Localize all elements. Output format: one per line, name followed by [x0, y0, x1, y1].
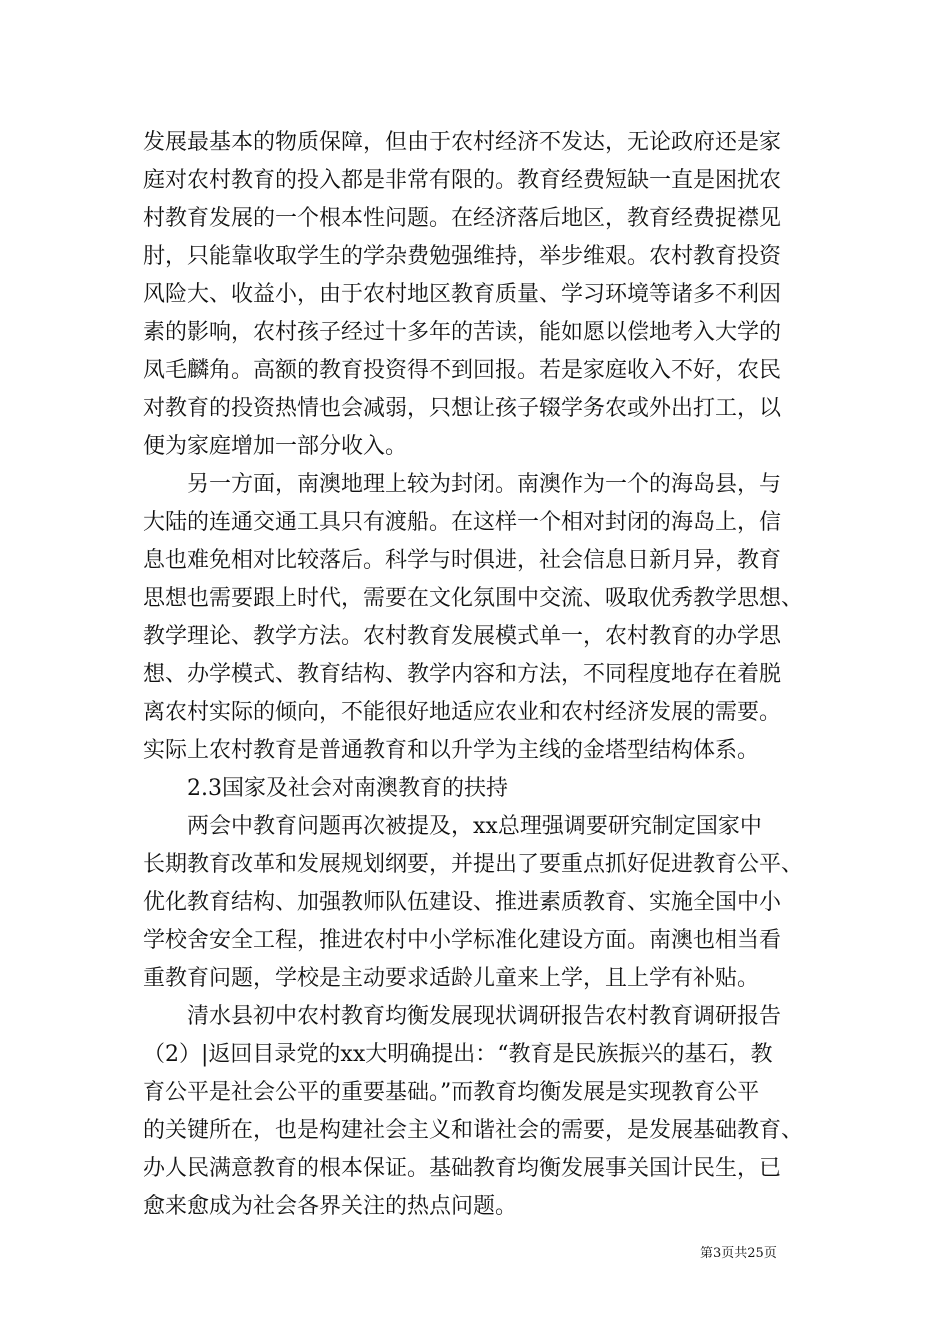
- text-line: 对教育的投资热情也会减弱，只想让孩子辍学务农或外出打工，以: [143, 396, 782, 421]
- text-line: 实际上农村教育是普通教育和以升学为主线的金塔型结构体系。: [143, 738, 760, 763]
- text-line: 便为家庭增加一部分收入。: [143, 434, 408, 459]
- text-line: 庭对农村教育的投入都是非常有限的。教育经费短缺一直是困扰农: [143, 168, 782, 193]
- page-number: 第3页共25页: [700, 1246, 777, 1261]
- text-line: 肘，只能靠收取学生的学杂费勉强维持，举步维艰。农村教育投资: [143, 244, 782, 269]
- text-line: 风险大、收益小，由于农村地区教育质量、学习环境等诸多不利因: [143, 282, 782, 307]
- section-heading: 2.3国家及社会对南澳教育的扶持: [143, 776, 508, 801]
- text-line: 优化教育结构、加强教师队伍建设、推进素质教育、实施全国中小: [143, 890, 782, 915]
- text-line: 愈来愈成为社会各界关注的热点问题。: [143, 1194, 518, 1219]
- text-line: 育公平是社会公平的重要基础。”而教育均衡发展是实现教育公平: [143, 1080, 760, 1105]
- text-line: 发展最基本的物质保障，但由于农村经济不发达，无论政府还是家: [143, 130, 782, 155]
- text-line: 大陆的连通交通工具只有渡船。在这样一个相对封闭的海岛上，信: [143, 510, 782, 535]
- text-line: 清水县初中农村教育均衡发展现状调研报告农村教育调研报告: [143, 1004, 782, 1029]
- text-line: 素的影响，农村孩子经过十多年的苦读，能如愿以偿地考入大学的: [143, 320, 782, 345]
- text-line: 村教育发展的一个根本性问题。在经济落后地区，教育经费捉襟见: [143, 206, 782, 231]
- text-line: 教学理论、教学方法。农村教育发展模式单一，农村教育的办学思: [143, 624, 782, 649]
- text-line: 思想也需要跟上时代，需要在文化氛围中交流、吸取优秀教学思想、: [143, 586, 804, 611]
- text-line: 的关键所在，也是构建社会主义和谐社会的需要，是发展基础教育、: [143, 1118, 804, 1143]
- text-line: 办人民满意教育的根本保证。基础教育均衡发展事关国计民生，已: [143, 1156, 782, 1181]
- text-line: 息也难免相对比较落后。科学与时俱进，社会信息日新月异，教育: [143, 548, 782, 573]
- text-line: 重教育问题，学校是主动要求适龄儿童来上学，且上学有补贴。: [143, 966, 760, 991]
- text-line: 学校舍安全工程，推进农村中小学标准化建设方面。南澳也相当看: [143, 928, 782, 953]
- text-line: 长期教育改革和发展规划纲要，并提出了要重点抓好促进教育公平、: [143, 852, 804, 877]
- text-line: 想、办学模式、教育结构、教学内容和方法，不同程度地存在着脱: [143, 662, 782, 687]
- text-line: 凤毛麟角。高额的教育投资得不到回报。若是家庭收入不好，农民: [143, 358, 782, 383]
- text-line: 离农村实际的倾向，不能很好地适应农业和农村经济发展的需要。: [143, 700, 782, 725]
- text-line: （2）|返回目录党的xx大明确提出：“教育是民族振兴的基石，教: [143, 1042, 773, 1067]
- text-line: 另一方面，南澳地理上较为封闭。南澳作为一个的海岛县，与: [143, 472, 782, 497]
- text-line: 两会中教育问题再次被提及，xx总理强调要研究制定国家中: [143, 814, 762, 839]
